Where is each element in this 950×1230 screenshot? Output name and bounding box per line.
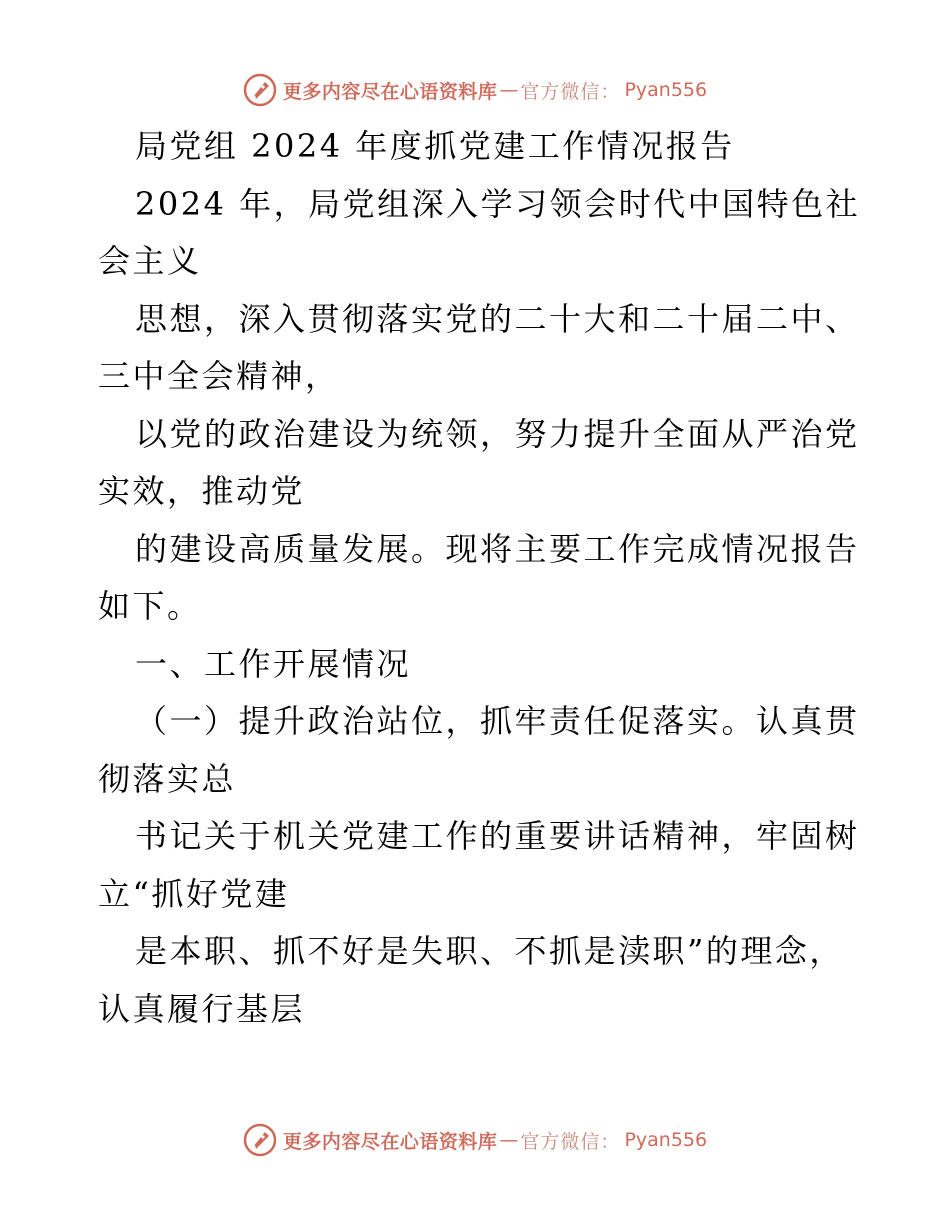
watermark-official-label: 官方微信： xyxy=(520,1130,621,1153)
pen-nib-logo-icon xyxy=(243,1123,277,1157)
watermark-main-text: 更多内容尽在心语资料库 xyxy=(282,1130,498,1153)
watermark-footer xyxy=(0,1120,950,1160)
document-body xyxy=(98,118,868,1038)
document-line: 2024 年，局党组深入学习领会时代中国特色社 xyxy=(135,184,861,223)
pen-nib-logo-icon xyxy=(243,73,277,107)
document-line: 认真履行基层 xyxy=(98,989,306,1028)
document-line: 三中全会精神， xyxy=(98,357,340,395)
document-line: 以党的政治建设为统领，努力提升全面从严治党 xyxy=(135,414,860,453)
watermark-header xyxy=(0,70,950,110)
watermark-main-text: 更多内容尽在心语资料库 xyxy=(282,80,498,103)
watermark-wechat-id: Pyan556 xyxy=(624,79,708,101)
document-line: （一）提升政治站位，抓牢责任促落实。认真贯 xyxy=(135,702,860,740)
watermark-official-label: 官方微信： xyxy=(520,80,621,103)
document-line: 的建设高质量发展。现将主要工作完成情况报告 xyxy=(135,529,860,568)
document-line: 是本职、抓不好是失职、不抓是渎职”的理念， xyxy=(135,932,844,970)
document-line: 立“抓好党建 xyxy=(98,874,290,913)
document-line: 思想，深入贯彻落实党的二十大和二十届二中、 xyxy=(135,299,860,338)
watermark-wechat-id: Pyan556 xyxy=(624,1129,708,1151)
document-line: 会主义 xyxy=(98,242,202,280)
document-line: 如下。 xyxy=(98,587,202,625)
document-line: 实效，推动党 xyxy=(98,472,306,510)
document-line: 书记关于机关党建工作的重要讲话精神，牢固树 xyxy=(135,817,860,855)
section-heading: 一、工作开展情况 xyxy=(135,644,412,683)
watermark-separator: — xyxy=(499,1129,519,1151)
document-line: 彻落实总 xyxy=(98,759,237,798)
document-title: 局党组 2024 年度抓党建工作情况报告 xyxy=(135,127,735,165)
watermark-separator: — xyxy=(499,79,519,101)
